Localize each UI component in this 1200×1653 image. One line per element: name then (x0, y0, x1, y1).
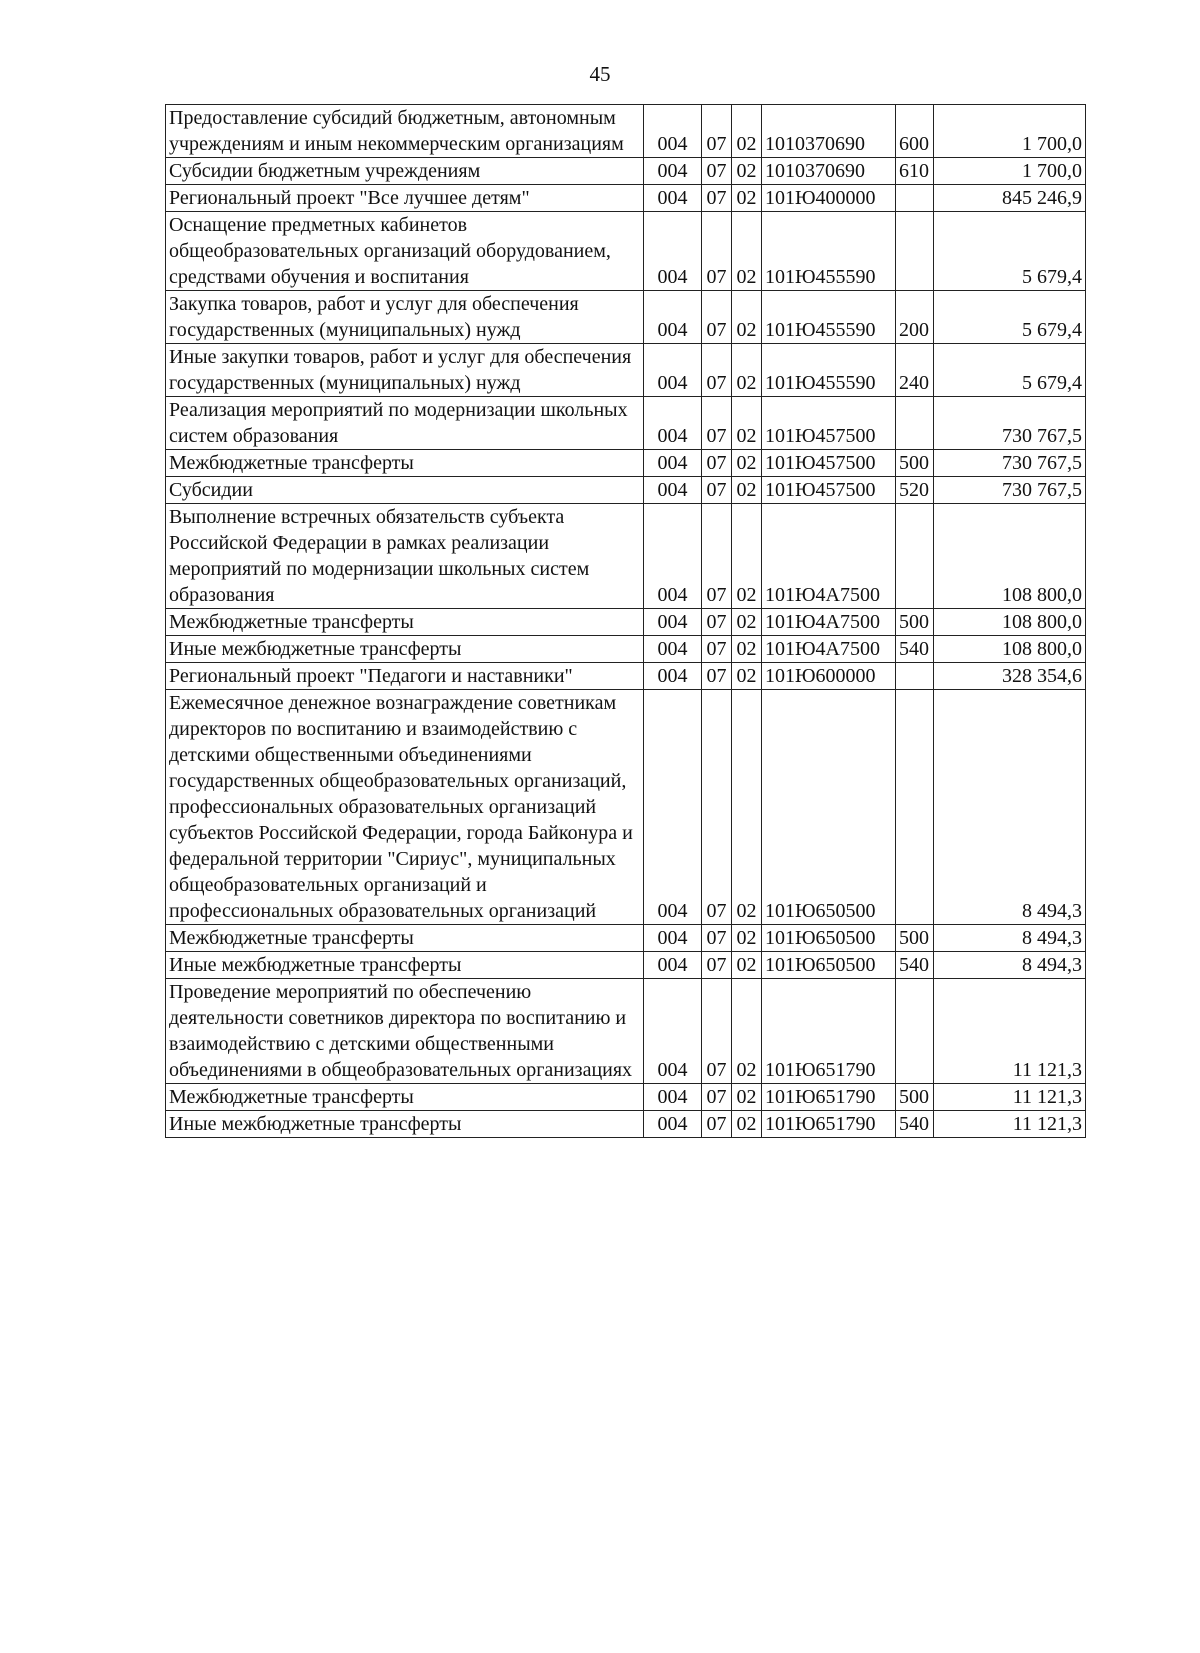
cell-code: 004 (644, 925, 702, 952)
cell-section: 07 (702, 636, 732, 663)
cell-name: Субсидии бюджетным учреждениям (166, 158, 644, 185)
cell-type: 540 (896, 636, 934, 663)
table-row (166, 185, 1086, 212)
cell-section: 07 (702, 979, 732, 1084)
table-row (166, 663, 1086, 690)
cell-section: 07 (702, 1084, 732, 1111)
cell-target: 101Ю455590 (762, 344, 896, 397)
cell-subsection: 02 (732, 450, 762, 477)
cell-type: 600 (896, 105, 934, 158)
cell-section: 07 (702, 925, 732, 952)
cell-code: 004 (644, 105, 702, 158)
cell-target: 101Ю4А7500 (762, 609, 896, 636)
cell-type: 610 (896, 158, 934, 185)
cell-name: Межбюджетные трансферты (166, 1084, 644, 1111)
cell-subsection: 02 (732, 663, 762, 690)
cell-target: 101Ю650500 (762, 952, 896, 979)
cell-amount: 845 246,9 (934, 185, 1086, 212)
cell-name: Иные межбюджетные трансферты (166, 636, 644, 663)
cell-type (896, 212, 934, 291)
cell-amount: 11 121,3 (934, 1084, 1086, 1111)
cell-name: Региональный проект "Педагоги и наставники" (166, 663, 644, 690)
table-row (166, 158, 1086, 185)
cell-amount: 5 679,4 (934, 212, 1086, 291)
cell-section: 07 (702, 477, 732, 504)
cell-amount: 108 800,0 (934, 636, 1086, 663)
cell-subsection: 02 (732, 636, 762, 663)
cell-code: 004 (644, 979, 702, 1084)
cell-subsection: 02 (732, 212, 762, 291)
cell-name: Иные межбюджетные трансферты (166, 1111, 644, 1138)
cell-amount: 108 800,0 (934, 609, 1086, 636)
cell-type (896, 690, 934, 925)
cell-section: 07 (702, 450, 732, 477)
cell-subsection: 02 (732, 397, 762, 450)
cell-target: 1010370690 (762, 105, 896, 158)
table-row (166, 212, 1086, 291)
cell-section: 07 (702, 663, 732, 690)
cell-target: 101Ю455590 (762, 291, 896, 344)
cell-amount: 8 494,3 (934, 952, 1086, 979)
cell-type (896, 397, 934, 450)
cell-subsection: 02 (732, 979, 762, 1084)
cell-section: 07 (702, 397, 732, 450)
table-row (166, 477, 1086, 504)
cell-amount: 5 679,4 (934, 344, 1086, 397)
table-row (166, 979, 1086, 1084)
cell-type: 520 (896, 477, 934, 504)
cell-subsection: 02 (732, 158, 762, 185)
cell-name: Ежемесячное денежное вознаграждение советникам директоров по воспитанию и взаимодействию с детскими общественными объединениями государственных общеобразовательных организаций, профессиональных образовательных организаций субъектов Российской Федерации, города Байконура и федеральной территории "Сириус", муниципальных общеобразовательных организаций и профессиональных образовательных организаций (166, 690, 644, 925)
cell-amount: 11 121,3 (934, 1111, 1086, 1138)
cell-type: 240 (896, 344, 934, 397)
cell-target: 101Ю651790 (762, 979, 896, 1084)
cell-type: 500 (896, 450, 934, 477)
cell-subsection: 02 (732, 925, 762, 952)
cell-subsection: 02 (732, 1084, 762, 1111)
table-row (166, 690, 1086, 925)
cell-target: 101Ю600000 (762, 663, 896, 690)
cell-target: 101Ю457500 (762, 450, 896, 477)
cell-section: 07 (702, 291, 732, 344)
cell-section: 07 (702, 952, 732, 979)
cell-subsection: 02 (732, 609, 762, 636)
cell-target: 101Ю455590 (762, 212, 896, 291)
cell-type: 540 (896, 952, 934, 979)
cell-code: 004 (644, 212, 702, 291)
table-row (166, 952, 1086, 979)
cell-code: 004 (644, 1111, 702, 1138)
cell-target: 101Ю4А7500 (762, 636, 896, 663)
cell-section: 07 (702, 609, 732, 636)
cell-section: 07 (702, 344, 732, 397)
cell-subsection: 02 (732, 952, 762, 979)
cell-code: 004 (644, 636, 702, 663)
cell-name: Проведение мероприятий по обеспечению деятельности советников директора по воспитанию и взаимодействию с детскими общественными объединениями в общеобразовательных организациях (166, 979, 644, 1084)
cell-subsection: 02 (732, 185, 762, 212)
cell-subsection: 02 (732, 477, 762, 504)
cell-type: 500 (896, 609, 934, 636)
cell-target: 101Ю457500 (762, 477, 896, 504)
cell-amount: 11 121,3 (934, 979, 1086, 1084)
table-body (166, 105, 1086, 1138)
cell-section: 07 (702, 1111, 732, 1138)
cell-subsection: 02 (732, 291, 762, 344)
cell-code: 004 (644, 609, 702, 636)
cell-subsection: 02 (732, 344, 762, 397)
cell-amount: 730 767,5 (934, 477, 1086, 504)
cell-name: Иные закупки товаров, работ и услуг для обеспечения государственных (муниципальных) нужд (166, 344, 644, 397)
cell-amount: 1 700,0 (934, 158, 1086, 185)
budget-table (165, 104, 1086, 1138)
table-row (166, 609, 1086, 636)
cell-code: 004 (644, 397, 702, 450)
table-row (166, 504, 1086, 609)
page-number: 45 (589, 62, 611, 86)
cell-target: 1010370690 (762, 158, 896, 185)
cell-name: Оснащение предметных кабинетов общеобразовательных организаций оборудованием, средствами обучения и воспитания (166, 212, 644, 291)
cell-section: 07 (702, 690, 732, 925)
cell-type: 500 (896, 1084, 934, 1111)
cell-name: Выполнение встречных обязательств субъекта Российской Федерации в рамках реализации мероприятий по модернизации школьных систем образования (166, 504, 644, 609)
cell-type (896, 504, 934, 609)
cell-target: 101Ю400000 (762, 185, 896, 212)
cell-subsection: 02 (732, 690, 762, 925)
cell-target: 101Ю4А7500 (762, 504, 896, 609)
cell-amount: 8 494,3 (934, 690, 1086, 925)
cell-name: Межбюджетные трансферты (166, 609, 644, 636)
cell-subsection: 02 (732, 105, 762, 158)
cell-type (896, 979, 934, 1084)
cell-type: 500 (896, 925, 934, 952)
cell-target: 101Ю650500 (762, 690, 896, 925)
cell-target: 101Ю651790 (762, 1084, 896, 1111)
cell-name: Предоставление субсидий бюджетным, автономным учреждениям и иным некоммерческим организациям (166, 105, 644, 158)
table-row (166, 291, 1086, 344)
cell-code: 004 (644, 344, 702, 397)
cell-amount: 5 679,4 (934, 291, 1086, 344)
cell-subsection: 02 (732, 504, 762, 609)
cell-section: 07 (702, 158, 732, 185)
cell-code: 004 (644, 952, 702, 979)
cell-name: Региональный проект "Все лучшее детям" (166, 185, 644, 212)
cell-target: 101Ю457500 (762, 397, 896, 450)
cell-section: 07 (702, 185, 732, 212)
cell-target: 101Ю651790 (762, 1111, 896, 1138)
cell-name: Субсидии (166, 477, 644, 504)
cell-code: 004 (644, 450, 702, 477)
cell-name: Реализация мероприятий по модернизации школьных систем образования (166, 397, 644, 450)
cell-name: Закупка товаров, работ и услуг для обеспечения государственных (муниципальных) нужд (166, 291, 644, 344)
table-row (166, 450, 1086, 477)
cell-name: Межбюджетные трансферты (166, 450, 644, 477)
cell-name: Иные межбюджетные трансферты (166, 952, 644, 979)
table-row (166, 344, 1086, 397)
cell-code: 004 (644, 663, 702, 690)
cell-type: 200 (896, 291, 934, 344)
cell-code: 004 (644, 185, 702, 212)
cell-section: 07 (702, 105, 732, 158)
cell-code: 004 (644, 1084, 702, 1111)
table-row (166, 925, 1086, 952)
cell-type: 540 (896, 1111, 934, 1138)
cell-amount: 730 767,5 (934, 450, 1086, 477)
table-row (166, 105, 1086, 158)
cell-code: 004 (644, 477, 702, 504)
cell-code: 004 (644, 504, 702, 609)
cell-section: 07 (702, 504, 732, 609)
table-row (166, 397, 1086, 450)
cell-section: 07 (702, 212, 732, 291)
cell-amount: 730 767,5 (934, 397, 1086, 450)
cell-code: 004 (644, 291, 702, 344)
table-row (166, 1084, 1086, 1111)
cell-code: 004 (644, 690, 702, 925)
cell-target: 101Ю650500 (762, 925, 896, 952)
cell-subsection: 02 (732, 1111, 762, 1138)
cell-amount: 108 800,0 (934, 504, 1086, 609)
cell-type (896, 185, 934, 212)
table-row (166, 1111, 1086, 1138)
cell-name: Межбюджетные трансферты (166, 925, 644, 952)
cell-amount: 1 700,0 (934, 105, 1086, 158)
cell-type (896, 663, 934, 690)
cell-amount: 8 494,3 (934, 925, 1086, 952)
table-row (166, 636, 1086, 663)
cell-code: 004 (644, 158, 702, 185)
cell-amount: 328 354,6 (934, 663, 1086, 690)
